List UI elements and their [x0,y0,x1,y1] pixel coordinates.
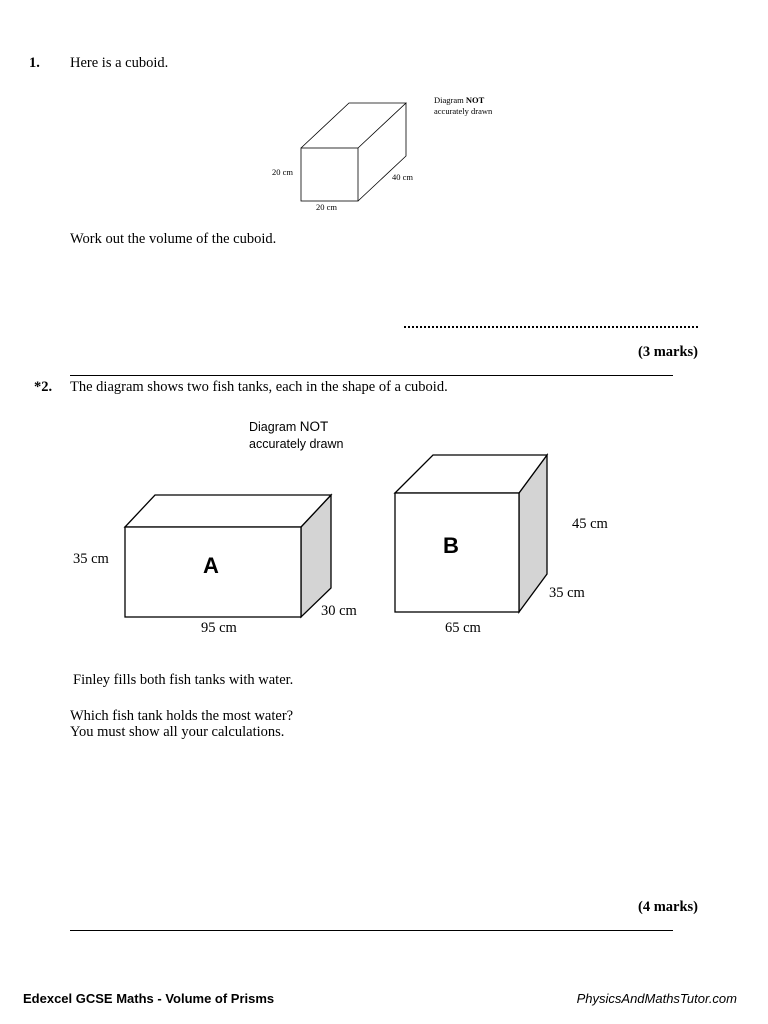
tank-a-top-face [125,495,331,527]
q1-marks: (3 marks) [637,344,698,360]
divider-1 [70,375,673,376]
q1-cuboid-front-face [301,148,358,201]
q2-marks: (4 marks) [637,899,698,915]
q1-note-not: NOT [465,95,485,105]
tank-b-letter: B [443,533,459,558]
q1-cuboid-top-face [301,103,406,148]
q1-number: 1. [29,55,40,71]
footer-right: PhysicsAndMathsTutor.com [576,991,737,1006]
q2-line-2: Which fish tank holds the most water? [70,708,294,724]
q2-number: *2. [34,379,53,395]
q2-note-not: NOT [299,419,329,434]
q1-cuboid [301,103,406,201]
tank-b-width-label: 65 cm [445,620,481,636]
tank-a-letter: A [203,553,219,578]
q1-instruction: Work out the volume of the cuboid. [70,231,277,247]
q2-line-3: You must show all your calculations. [70,724,285,740]
tank-b-depth-label: 35 cm [549,585,585,601]
tank-a-height-label: 35 cm [73,551,109,567]
q1-diagram-note [434,95,492,117]
tank-b [395,455,547,612]
footer-left: Edexcel GCSE Maths - Volume of Prisms [23,991,275,1006]
tank-b-height-label: 45 cm [572,516,608,532]
q1-note-word: Diagram [434,95,464,105]
q2-note-word: Diagram [249,420,297,434]
q1-cuboid-side-face [358,103,406,201]
q2-diagram-note [249,418,344,453]
tank-a-depth-label: 30 cm [321,603,357,619]
q1-note-accurate: accurately drawn [434,106,493,116]
q1-height-label: 20 cm [272,167,294,177]
q1-answer-line[interactable] [404,318,698,328]
q1-width-label: 20 cm [316,202,338,212]
divider-2 [70,930,673,931]
tank-a-width-label: 95 cm [201,620,237,636]
tank-a [125,495,331,617]
q1-prompt: Here is a cuboid. [70,55,169,71]
q2-note-accurate: accurately drawn [249,437,344,451]
q1-depth-label: 40 cm [392,172,414,182]
q2-prompt: The diagram shows two fish tanks, each in the shape of a cuboid. [70,379,448,395]
q2-line-1: Finley fills both fish tanks with water. [73,672,294,688]
